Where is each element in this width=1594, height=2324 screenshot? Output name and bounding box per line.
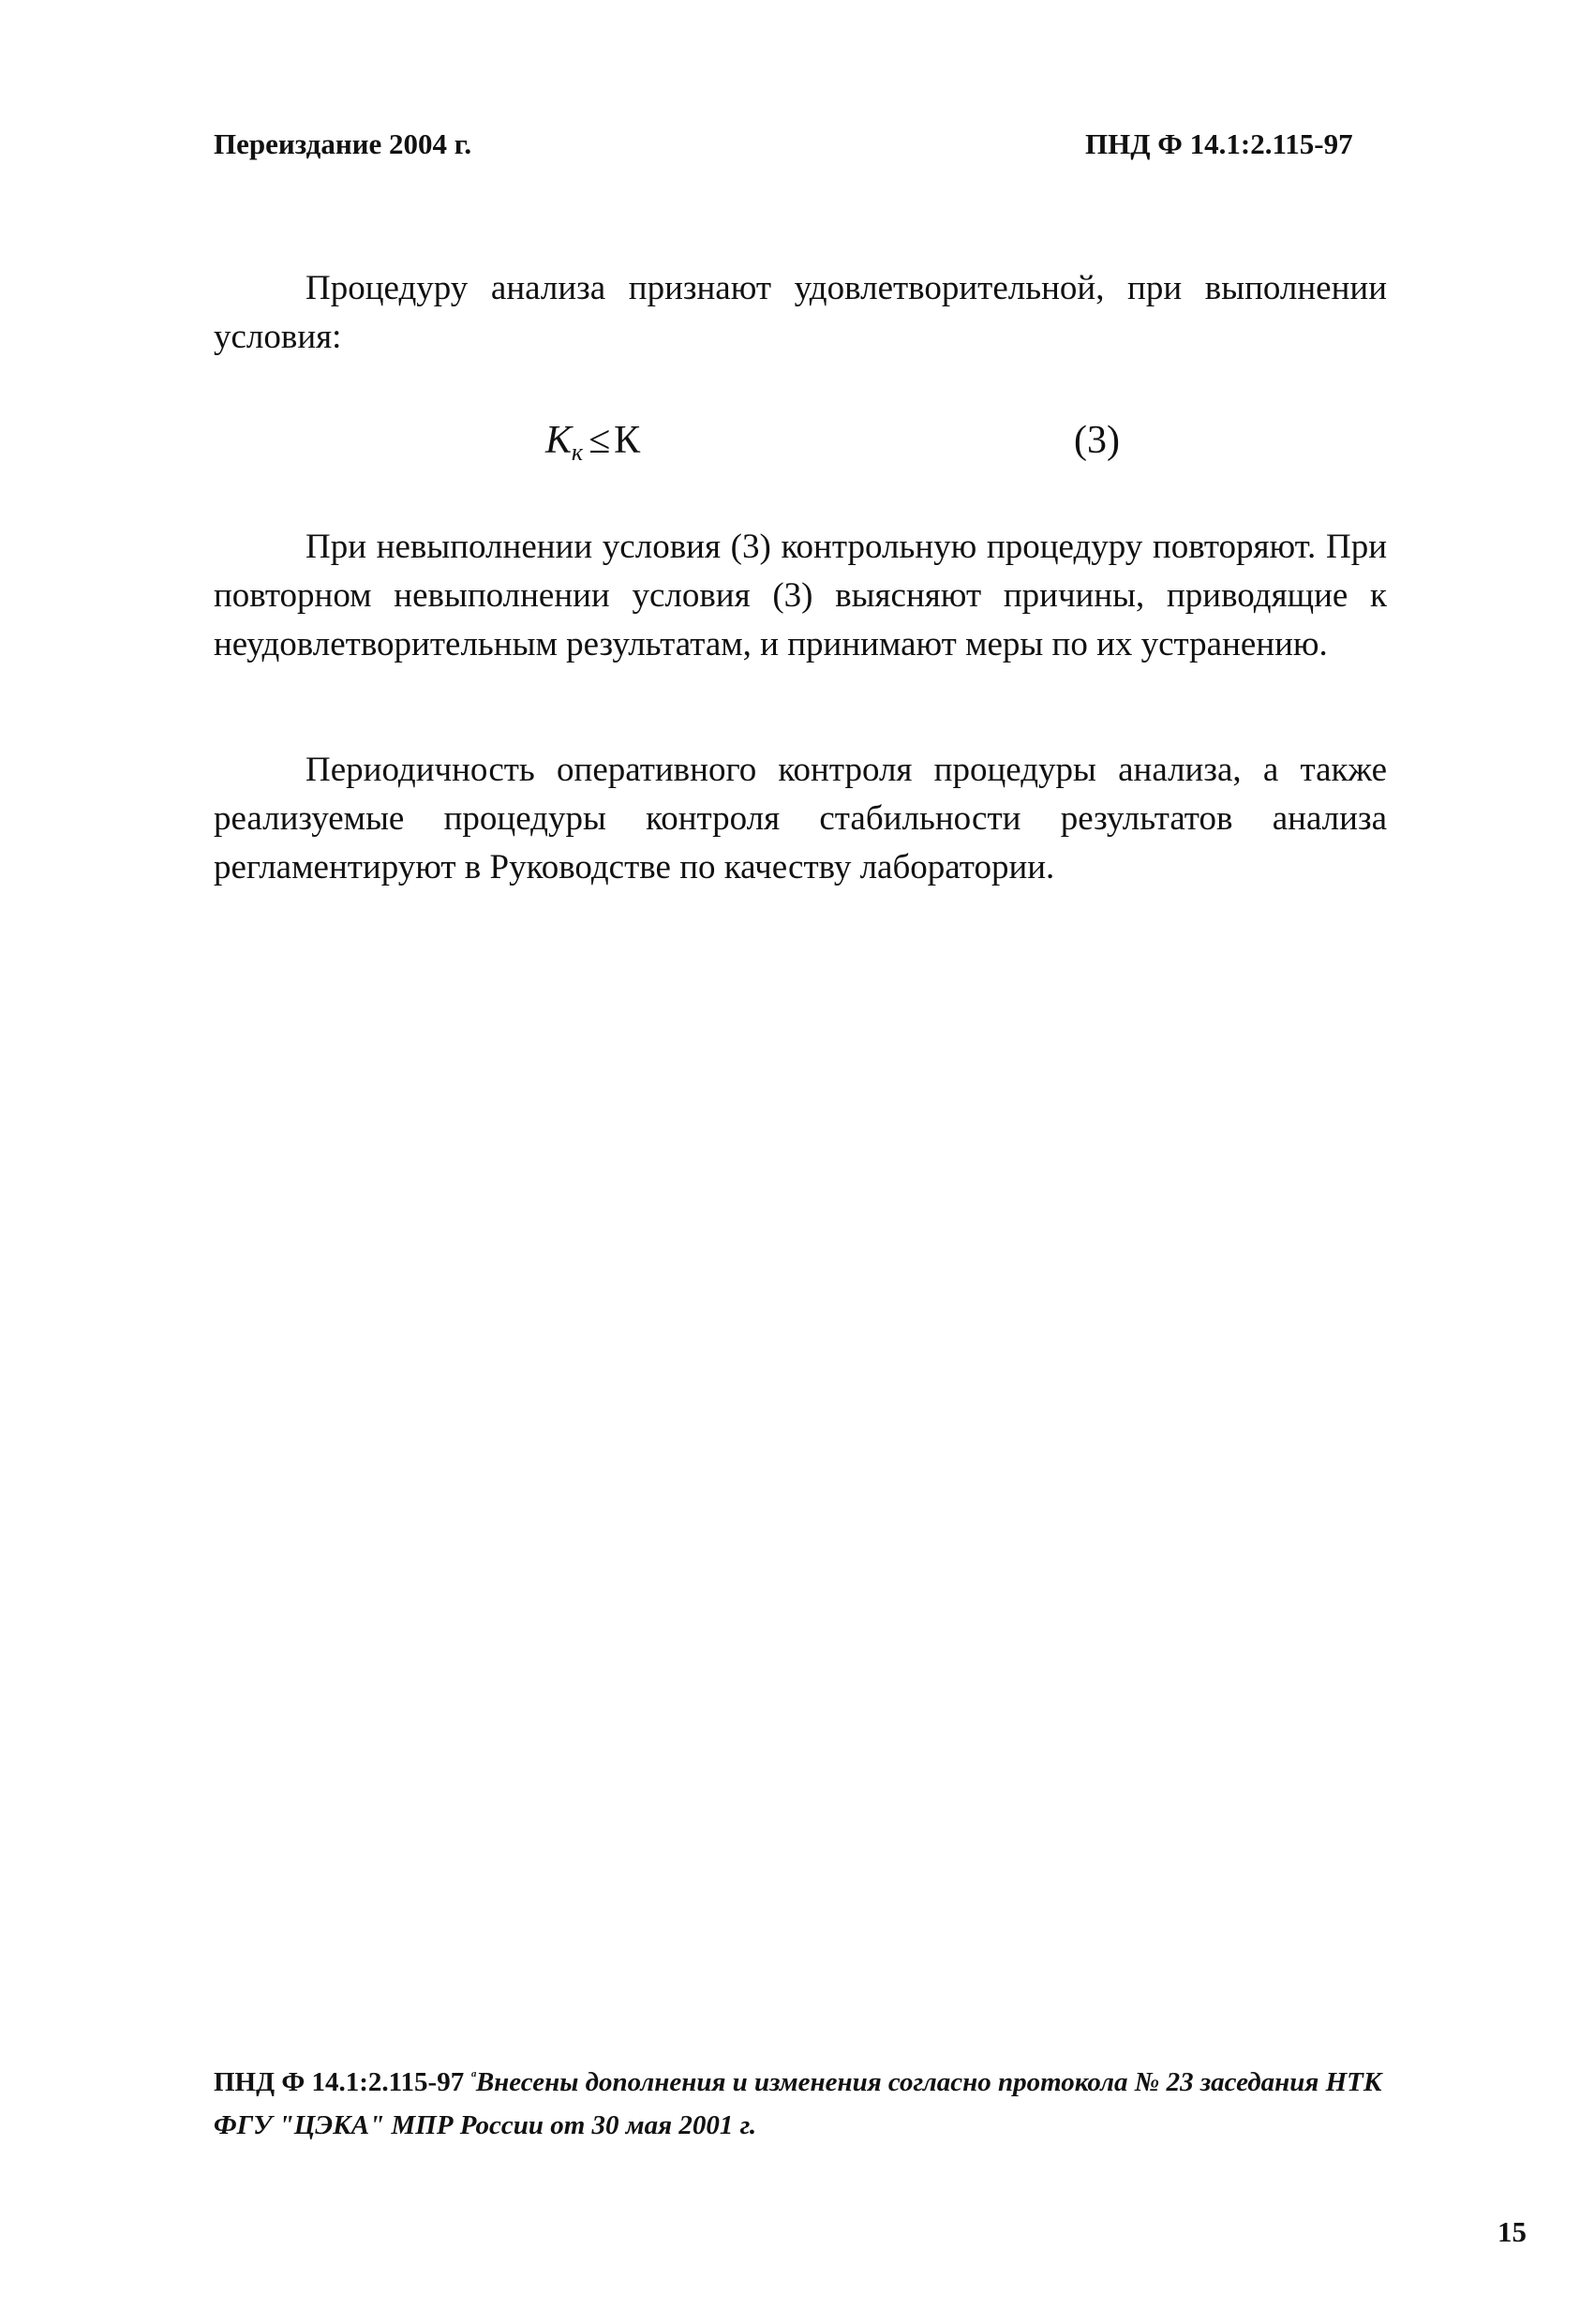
reissue-header: Переиздание 2004 г. (214, 127, 472, 160)
page-number: 15 (1497, 2215, 1527, 2248)
paragraph-acceptance-condition: Процедуру анализа признают удовлетворительной, при выполнении условия: (214, 269, 1387, 356)
paragraph-repeat-procedure: При невыполнении условия (3) контрольную процедуру повторяют. При повторном невыполнении условия (3) выясняют причины, приводящие к неудовлетворительным результатам, и принимают меры по их устранению. (214, 528, 1387, 663)
footnote-mark: ᵅ (470, 2066, 476, 2085)
formula-3 (545, 418, 640, 467)
footnote-text: Внесены дополнения и изменения согласно протокола № 23 заседания НТК ФГУ "ЦЭКА" МПР России от 30 мая 2001 г. (214, 2067, 1382, 2140)
footnote-code: ПНД Ф 14.1:2.115-97 (214, 2067, 465, 2097)
formula-rhs: К (614, 419, 641, 462)
footnote (214, 2054, 1389, 2147)
equation-number: (3) (1074, 419, 1120, 462)
paragraph-periodicity: Периодичность оперативного контроля процедуры анализа, а также реализуемые процедуры контроля стабильности результатов анализа регламентируют в Руководстве по качеству лаборатории. (214, 751, 1387, 886)
formula-variable: К (545, 419, 572, 462)
document-code-header: ПНД Ф 14.1:2.115-97 (1085, 127, 1353, 160)
formula-subscript: к (571, 439, 584, 466)
formula-operator: ≤ (588, 419, 611, 462)
